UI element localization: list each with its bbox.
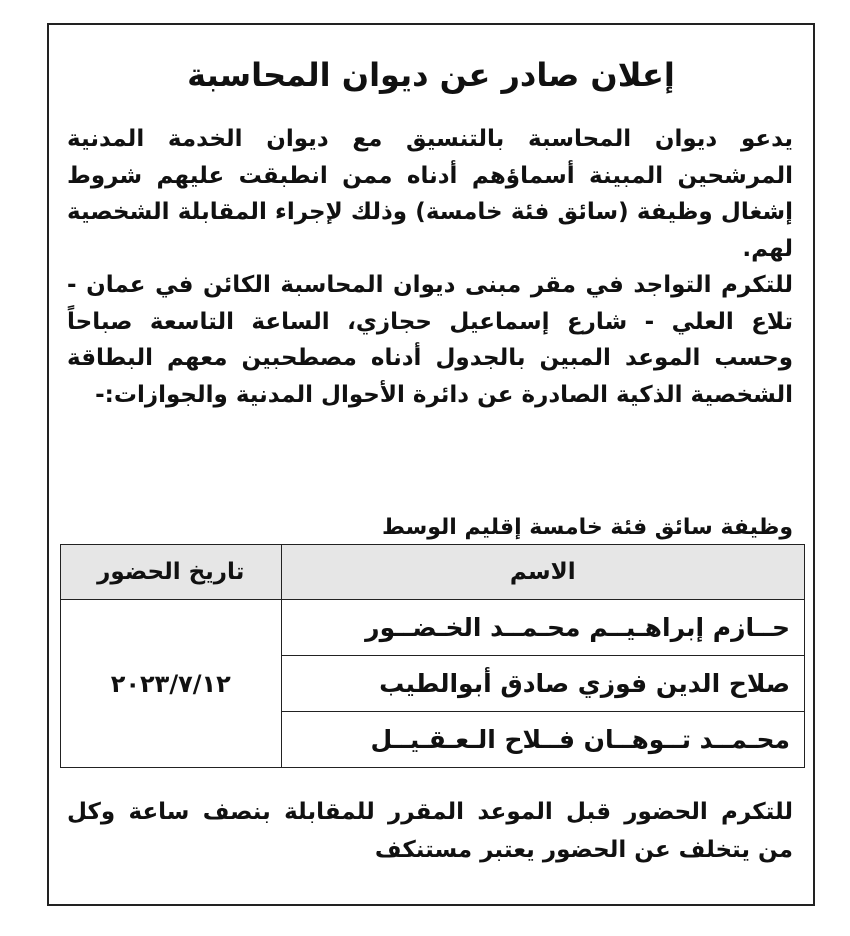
name-column-header: الاسم bbox=[281, 545, 804, 600]
footer-note: للتكرم الحضور قبل الموعد المقرر للمقابلة بنصف ساعة وكل من يتخلف عن الحضور يعتبر مستنكف bbox=[67, 799, 793, 863]
candidate-name: صلاح الدين فوزي صادق أبوالطيب bbox=[281, 656, 804, 712]
announcement-frame bbox=[47, 23, 815, 906]
intro-paragraph: يدعو ديوان المحاسبة بالتنسيق مع ديوان الخدمة المدنية المرشحين المبينة أسماؤهم أدناه ممن انطبقت عليهم شروط إشغال وظيفة (سائق فئة خامسة) وذلك لإجراء المقابلة الشخصية لهم. bbox=[67, 126, 793, 262]
candidate-name: حــازم إبراهـيــم محـمــد الخـضــور bbox=[281, 600, 804, 656]
table-row bbox=[61, 600, 805, 656]
location-paragraph: للتكرم التواجد في مقر مبنى ديوان المحاسبة الكائن في عمان - تلاع العلي - شارع إسماعيل حجازي، الساعة التاسعة صباحاً وحسب الموعد المبين بالجدول أدناه مصطحبين معهم البطاقة الشخصية الذكية الصادرة عن دائرة الأحوال المدنية والجوازات:- bbox=[67, 272, 793, 408]
attendance-date: ٢٠٢٣/٧/١٢ bbox=[61, 600, 282, 768]
candidate-name: محـمــد تــوهــان فــلاح الـعـقـيــل bbox=[281, 712, 804, 768]
candidates-table bbox=[60, 544, 805, 768]
job-title-line: وظيفة سائق فئة خامسة إقليم الوسط bbox=[382, 515, 793, 540]
table-header-row bbox=[61, 545, 805, 600]
announcement-body bbox=[67, 121, 793, 413]
announcement-title: إعلان صادر عن ديوان المحاسبة bbox=[187, 56, 675, 94]
date-column-header: تاريخ الحضور bbox=[61, 545, 282, 600]
